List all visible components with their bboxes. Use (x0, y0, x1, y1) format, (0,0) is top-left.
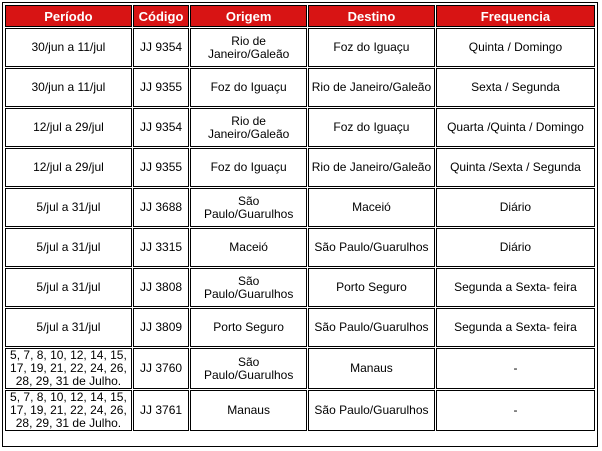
cell-origem: Rio de Janeiro/Galeão (190, 28, 307, 67)
cell-frequencia: Sexta / Segunda (436, 68, 595, 107)
cell-codigo: JJ 9355 (133, 148, 189, 187)
cell-frequencia: Segunda a Sexta- feira (436, 308, 595, 347)
cell-periodo: 5, 7, 8, 10, 12, 14, 15, 17, 19, 21, 22, 24, 26, 28, 29, 31 de Julho. (5, 390, 132, 431)
cell-destino: Foz do Iguaçu (308, 28, 435, 67)
cell-origem: Porto Seguro (190, 308, 307, 347)
cell-frequencia: Diário (436, 188, 595, 227)
cell-destino: Rio de Janeiro/Galeão (308, 68, 435, 107)
cell-frequencia: Quarta /Quinta / Domingo (436, 108, 595, 147)
cell-frequencia: Segunda a Sexta- feira (436, 268, 595, 307)
cell-periodo: 5/jul a 31/jul (5, 268, 132, 307)
cell-origem: São Paulo/Guarulhos (190, 188, 307, 227)
cell-destino: Maceió (308, 188, 435, 227)
table-row (5, 348, 595, 389)
cell-origem: Rio de Janeiro/Galeão (190, 108, 307, 147)
cell-periodo: 5/jul a 31/jul (5, 308, 132, 347)
cell-destino: São Paulo/Guarulhos (308, 390, 435, 431)
cell-origem: São Paulo/Guarulhos (190, 348, 307, 389)
cell-destino: São Paulo/Guarulhos (308, 228, 435, 267)
header-origem: Origem (190, 5, 307, 27)
cell-codigo: JJ 3315 (133, 228, 189, 267)
table-row (5, 28, 595, 67)
flight-schedule-table (4, 4, 596, 432)
cell-origem: Foz do Iguaçu (190, 148, 307, 187)
cell-periodo: 12/jul a 29/jul (5, 108, 132, 147)
cell-codigo: JJ 3761 (133, 390, 189, 431)
cell-codigo: JJ 3808 (133, 268, 189, 307)
cell-destino: Porto Seguro (308, 268, 435, 307)
table-row (5, 148, 595, 187)
cell-origem: Foz do Iguaçu (190, 68, 307, 107)
cell-periodo: 5, 7, 8, 10, 12, 14, 15, 17, 19, 21, 22, 24, 26, 28, 29, 31 de Julho. (5, 348, 132, 389)
cell-destino: Foz do Iguaçu (308, 108, 435, 147)
cell-periodo: 5/jul a 31/jul (5, 188, 132, 227)
cell-periodo: 30/jun a 11/jul (5, 28, 132, 67)
cell-codigo: JJ 3688 (133, 188, 189, 227)
cell-destino: Rio de Janeiro/Galeão (308, 148, 435, 187)
cell-frequencia: Quinta / Domingo (436, 28, 595, 67)
cell-codigo: JJ 9355 (133, 68, 189, 107)
cell-periodo: 30/jun a 11/jul (5, 68, 132, 107)
table-row (5, 68, 595, 107)
header-frequencia: Frequencia (436, 5, 595, 27)
cell-frequencia: - (436, 390, 595, 431)
header-codigo: Código (133, 5, 189, 27)
cell-origem: Maceió (190, 228, 307, 267)
cell-codigo: JJ 9354 (133, 108, 189, 147)
cell-codigo: JJ 9354 (133, 28, 189, 67)
cell-frequencia: - (436, 348, 595, 389)
cell-origem: São Paulo/Guarulhos (190, 268, 307, 307)
table-row (5, 228, 595, 267)
header-row (5, 5, 595, 27)
cell-destino: São Paulo/Guarulhos (308, 308, 435, 347)
header-periodo: Período (5, 5, 132, 27)
cell-frequencia: Diário (436, 228, 595, 267)
cell-origem: Manaus (190, 390, 307, 431)
table-row (5, 188, 595, 227)
cell-frequencia: Quinta /Sexta / Segunda (436, 148, 595, 187)
cell-destino: Manaus (308, 348, 435, 389)
table-row (5, 390, 595, 431)
table-row (5, 108, 595, 147)
cell-periodo: 12/jul a 29/jul (5, 148, 132, 187)
table-row (5, 308, 595, 347)
table-row (5, 268, 595, 307)
cell-codigo: JJ 3809 (133, 308, 189, 347)
header-destino: Destino (308, 5, 435, 27)
cell-codigo: JJ 3760 (133, 348, 189, 389)
cell-periodo: 5/jul a 31/jul (5, 228, 132, 267)
